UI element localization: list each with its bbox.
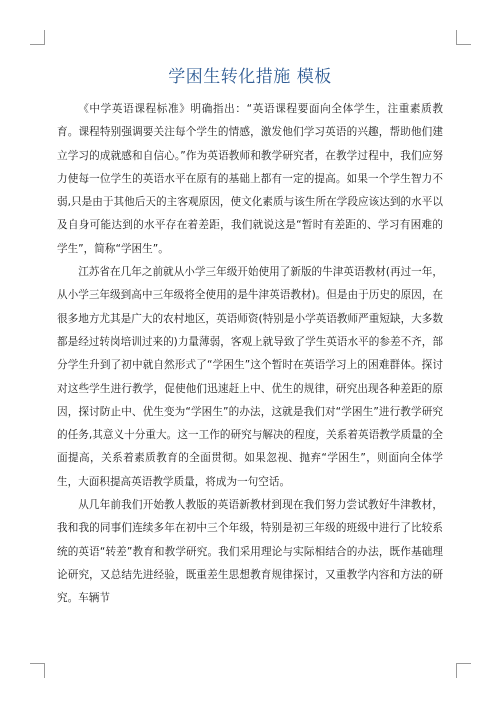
crop-mark-bottom-left — [30, 663, 45, 678]
document-title: 学困生转化措施 模板 — [168, 67, 332, 87]
paragraph-3: 从几年前我们开始教人教版的英语新教材到现在我们努力尝试教好牛津教材，我和我的同事们连续多年在初中三个年级，特别是初三年级的班级中进行了比较系统的英语“转差”教育和教学研究。我们采用理论与实际相结合的办法，既作基础理论研究，又总结先进经验，既重差生思想教育规律探讨，又重教学内容和方法的研究。车辆节 — [57, 499, 443, 605]
crop-mark-bottom-right — [456, 663, 471, 678]
crop-mark-top-right — [456, 30, 471, 45]
document-body — [57, 98, 443, 611]
paragraph-1: 《中学英语课程标准》明确指出：“英语课程要面向全体学生，注重素质教育。课程特别强调要关注每个学生的情感，激发他们学习英语的兴趣，帮助他们建立学习的成就感和自信心。”作为英语教师和教学研究者，在教学过程中，我们应努力使每一位学生的英语水平在原有的基础上都有一定的提高。如果一个学生智力不弱,只是由于其他后天的主客观原因，使文化素质与该生所在学段应该达到的水平以及自身可能达到的水平存在着差距，我们就说这是“暂时有差距的、学习有困难的学生”，简称“学困生”。 — [57, 103, 443, 255]
crop-mark-top-left — [30, 30, 45, 45]
paragraph-2: 江苏省在几年之前就从小学三年级开始使用了新版的牛津英语教材(再过一年，从小学三年级到高中三年级将全使用的是牛津英语教材)。但是由于历史的原因，在很多地方尤其是广大的农村地区，英语师资(特别是小学英语教师严重短缺，大多数都是经过转岗培训过来的)力量薄弱，客观上就导致了学生英语水平的参差不齐，部分学生升到了初中就自然形式了“学困生”这个暂时在英语学习上的困难群体。探讨对这些学生进行教学，促使他们迅速赶上中、优生的规律，研究出现各种差距的原因，探讨防止中、优生变为“学困生”的办法，这就是我们对“学困生”进行教学研究的任务,其意义十分重大。这一工作的研究与解决的程度，关系着英语教学质量的全面提高，关系着素质教育的全面贯彻。如果忽视、抛弃“学困生”，则面向全体学生，大面积提高英语教学质量，将成为一句空话。 — [57, 266, 443, 488]
